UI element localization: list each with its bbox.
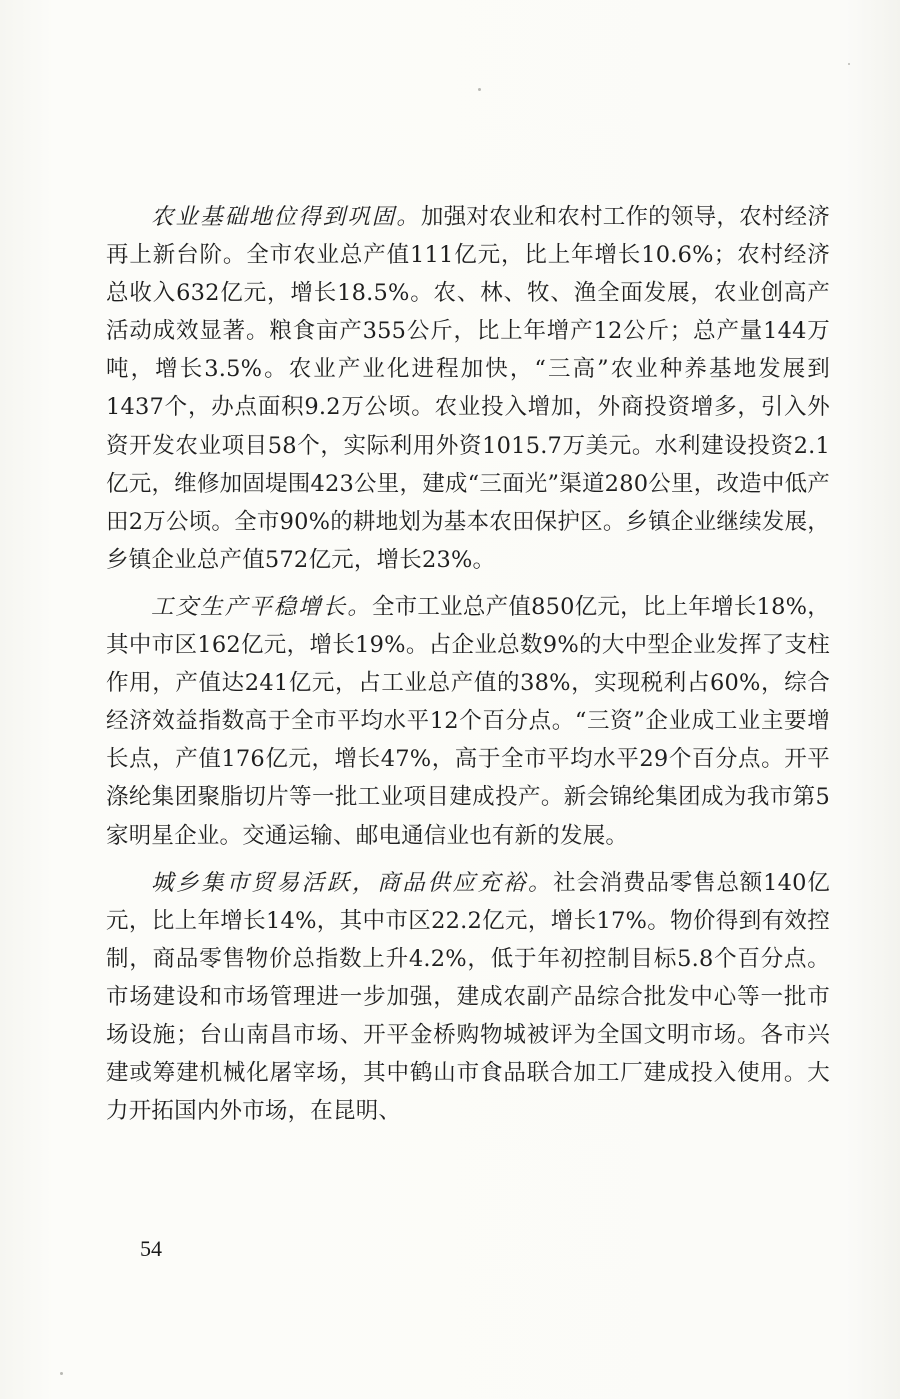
paragraph-trade (106, 864, 830, 1131)
paragraph-lead: 工交生产平稳增长。 (151, 593, 372, 620)
paragraph-body: 全市工业总产值850亿元，比上年增长18%，其中市区162亿元，增长19%。占企业总数9%的大中型企业发挥了支柱作用，产值达241亿元，占工业总产值的38%，实现税利占60%，综合经济效益指数高于全市平均水平12个百分点。“三资”企业成工业主要增长点，产值176亿元，增长47%，高于全市平均水平29个百分点。开平涤纶集团聚脂切片等一批工业项目建成投产。新会锦纶集团成为我市第5家明星企业。交通运输、邮电通信业也有新的发展。 (106, 593, 830, 849)
scan-speck (848, 63, 850, 65)
scan-speck (60, 1372, 63, 1375)
scan-speck (478, 88, 481, 91)
paragraph-industry (106, 588, 830, 855)
paragraph-agriculture (106, 198, 830, 579)
paragraph-body: 加强对农业和农村工作的领导，农村经济再上新台阶。全市农业总产值111亿元，比上年增长10.6%；农村经济总收入632亿元，增长18.5%。农、林、牧、渔全面发展，农业创高产活动成效显著。粮食亩产355公斤，比上年增产12公斤；总产量144万吨，增长3.5%。农业产业化进程加快，“三高”农业种养基地发展到1437个，办点面积9.2万公顷。农业投入增加，外商投资增多，引入外资开发农业项目58个，实际利用外资1015.7万美元。水利建设投资2.1亿元，维修加固堤围423公里，建成“三面光”渠道280公里，改造中低产田2万公顷。全市90%的耕地划为基本农田保护区。乡镇企业继续发展，乡镇企业总产值572亿元，增长23%。 (106, 204, 830, 573)
paragraph-body: 社会消费品零售总额140亿元，比上年增长14%，其中市区22.2亿元，增长17%。物价得到有效控制，商品零售物价总指数上升4.2%，低于年初控制目标5.8个百分点。市场建设和市场管理进一步加强，建成农副产品综合批发中心等一批市场设施；台山南昌市场、开平金桥购物城被评为全国文明市场。各市兴建或筹建机械化屠宰场，其中鹤山市食品联合加工厂建成投入使用。大力开拓国内外市场，在昆明、 (106, 869, 830, 1125)
body-text (106, 198, 830, 1139)
paragraph-lead: 农业基础地位得到巩固。 (151, 204, 421, 230)
page-number: 54 (140, 1236, 162, 1261)
paragraph-lead: 城乡集市贸易活跃，商品供应充裕。 (151, 869, 554, 896)
